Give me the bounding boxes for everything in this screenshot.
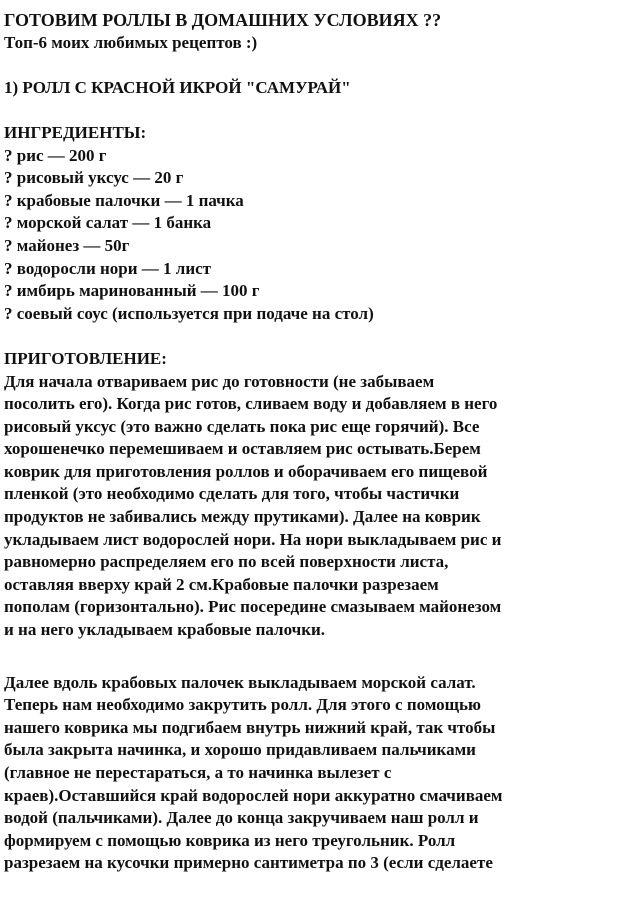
recipe-heading: 1) РОЛЛ С КРАСНОЙ ИКРОЙ "САМУРАЙ" (4, 77, 351, 97)
paragraph-line: формируем с помощью коврика из него треугольник. Ролл (4, 830, 456, 850)
paragraph-line: и на него укладываем крабовые палочки. (4, 620, 326, 640)
paragraph-line: (главное не перестараться, а то начинка вылезет с (4, 763, 392, 782)
spacer (4, 54, 620, 77)
paragraph-line: краев).Оставшийся край водорослей нори аккуратно смачиваем (4, 785, 503, 805)
ingredient-item: ? рисовый уксус — 20 г (4, 168, 184, 188)
preparation-paragraph-2 (4, 672, 620, 875)
paragraph-line: пополам (горизонтально). Рис посередине смазываем майонезом (4, 597, 502, 617)
article-subtitle: Топ-6 моих любимых рецептов :) (4, 32, 258, 52)
ingredient-item: ? майонез — 50г (4, 235, 130, 255)
paragraph-line: Для начала отвариваем рис до готовности (не забываем (4, 371, 435, 391)
paragraph-line: водой (пальчиками). Далее до конца закручиваем наш ролл и (4, 808, 479, 828)
preparation-paragraph-1 (4, 371, 620, 642)
ingredient-item: ? морской салат — 1 банка (4, 213, 212, 233)
spacer (4, 642, 620, 672)
ingredient-item: ? рис — 200 г (4, 145, 107, 165)
paragraph-line: равномерно распределяем его по всей поверхности листа, (4, 552, 449, 572)
preparation-heading: ПРИГОТОВЛЕНИЕ: (4, 348, 167, 368)
ingredient-item: ? имбирь маринованный — 100 г (4, 281, 260, 301)
paragraph-line: нашего коврика мы подгибаем внутрь нижний край, так чтобы (4, 717, 496, 737)
spacer (4, 99, 620, 122)
paragraph-line: пленкой (это необходимо сделать для того, чтобы частички (4, 484, 460, 504)
paragraph-line: Теперь нам необходимо закрутить ролл. Для этого с помощью (4, 695, 482, 715)
paragraph-line: рисовый уксус (это важно сделать пока рис еще горячий). Все (4, 416, 480, 436)
paragraph-line: коврик для приготовления роллов и оборачиваем его пищевой (4, 461, 488, 481)
paragraph-line: хорошенечко перемешиваем и оставляем рис остывать.Берем (4, 439, 481, 459)
paragraph-line: Далее вдоль крабовых палочек выкладываем морской салат. (4, 672, 476, 692)
article (4, 9, 620, 875)
paragraph-line: оставляя вверху край 2 см.Крабовые палочки разрезаем (4, 574, 439, 594)
spacer (4, 325, 620, 348)
paragraph-line: продуктов не забивались между прутиками). Далее на коврик (4, 507, 481, 527)
paragraph-line: разрезаем на кусочки примерно сантиметра по 3 (если сделаете (4, 853, 493, 873)
ingredients-list (4, 145, 620, 326)
paragraph-line: посолить его). Когда рис готов, сливаем воду и добавляем в него (4, 394, 498, 414)
ingredients-heading: ИНГРЕДИЕНТЫ: (4, 122, 147, 142)
ingredient-item: ? крабовые палочки — 1 пачка (4, 190, 244, 210)
ingredient-item: ? водоросли нори — 1 лист (4, 258, 212, 278)
article-title: ГОТОВИМ РОЛЛЫ В ДОМАШНИХ УСЛОВИЯХ ?? (4, 10, 442, 30)
ingredient-item: ? соевый соус (используется при подаче на стол) (4, 303, 374, 323)
paragraph-line: была закрыта начинка, и хорошо придавливаем пальчиками (4, 740, 476, 760)
paragraph-line: укладываем лист водорослей нори. На нори выкладываем рис и (4, 529, 502, 549)
